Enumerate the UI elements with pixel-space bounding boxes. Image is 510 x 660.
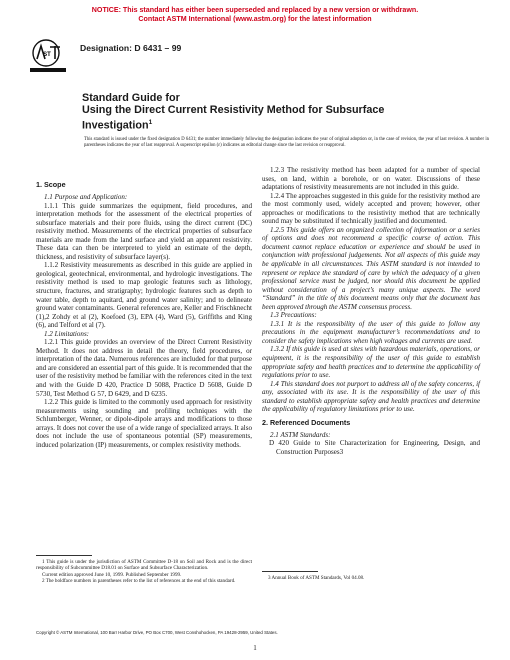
notice-line-1: NOTICE: This standard has either been superseded and replaced by a new version or withdrawn. xyxy=(91,6,419,14)
issue-note: This standard is issued under the fixed designation D 6431; the number immediately following the designation indicates the year of original adoption or, in the case of revision, the year of last revision. A number in parentheses indicates the year of last reapproval. A superscript epsilon (ε) indicates an editorial change since the last revision or reapproval. xyxy=(84,137,489,149)
left-column xyxy=(36,180,252,449)
footnote-2: 2 The boldface numbers in parentheses refer to the list of references at the end of this standard. xyxy=(42,577,236,584)
footnote-3: 3 Annual Book of ASTM Standards, Vol 04.08. xyxy=(268,575,365,581)
paragraph-1-2-4: 1.2.4 The approaches suggested in this guide for the resistivity method are the most commonly used, widely accepted and proven; however, other approaches or modifications to the resistivity method that are technically sound may be substituted if technically justified and documented. xyxy=(262,191,480,226)
section-heading-referenced-documents: 2. Referenced Documents xyxy=(262,417,351,427)
title-line-3 xyxy=(82,117,482,132)
paragraph-2-1: 2.1 ASTM Standards: xyxy=(270,430,331,439)
paragraph-1-2-2: 1.2.2 This guide is limited to the commonly used approach for resistivity measurements using sounding and profiling techniques with the Schlumberger, Wenner, or dipole-dipole arrays and modifications to those arrays. It does not cover the use of a wide range of specialized arrays. It also does not include the use of spontaneous potential (SP) measurements, induced polarization (IP) measurements, or complex resistivity methods. xyxy=(36,398,252,449)
paragraph-1-2-5: 1.2.5 This guide offers an organized collection of information or a series of options and does not recommend a specific course of action. This document cannot replace education or experience and should be used in conjunction with professional judgements. Not all aspects of this guide may be applicable in all circumstances. This ASTM standard is not intended to represent or replace the standard of care by which the adequacy of a given professional service must be judged, nor should this document be applied without consideration of a project’s many unique aspects. The word “Standard” in the title of this document means only that the document has been approved through the ASTM consensus process. xyxy=(262,225,480,311)
title-line-1: Standard Guide for xyxy=(82,92,180,104)
paragraph-1-3-2: 1.3.2 If this guide is used at sites with hazardous materials, operations, or equipment, it is the responsibility of the user of this guide to establish appropriate safety and health practices and to determine the applicability of regulations prior to use. xyxy=(262,345,480,380)
title-line-2: Using the Direct Current Resistivity Method for Subsurface xyxy=(82,104,385,117)
page-number: 1 xyxy=(253,644,257,652)
paragraph-1-3-1: 1.3.1 It is the responsibility of the user of this guide to follow any precautions in the equipment manufacturer’s recommendations and to consider the safety implications when high voltages and currents are used. xyxy=(262,319,480,345)
superseded-notice xyxy=(0,6,510,24)
paragraph-1-1-1: 1.1.1 This guide summarizes the equipment, field procedures, and interpretation methods for the assessment of the electrical properties of subsurface materials and their pore fluids, using the direct current (DC) resistivity method. Measurements of the electrical properties of subsurface materials are made from the land surface and yield an apparent resistivity. These data can then be interpreted to yield an estimate of the depth, thickness, and resistivity of subsurface layer(s). xyxy=(36,201,252,261)
document-title xyxy=(82,92,482,132)
footnote-1: 1 This guide is under the jurisdiction of ASTM Committee D-18 on Soil and Rock and is the direct responsibility of Subcommittee D18.01 on Surface and Subsurface Characterization. xyxy=(36,559,252,572)
footnote-1-approval: Current edition approved June 10, 1999. Published September 1999. xyxy=(42,571,182,578)
designation: Designation: D 6431 – 99 xyxy=(80,43,182,53)
paragraph-1-2: 1.2 Limitations: xyxy=(44,329,90,338)
title-footnote-mark: 1 xyxy=(148,118,153,126)
right-column xyxy=(262,166,480,457)
paragraph-1-1-2: 1.1.2 Resistivity measurements as described in this guide are applied in geological, geotechnical, environmental, and hydrologic investigations. The resistivity method is used to map geologic features such as lithology, structure, fractures, and stratigraphy; hydrologic features such as depth to water table, depth to aquitard, and ground water salinity; and to delineate ground water contaminants. General references are, Keller and Frischknecht (1),2 Zohdy et al (2), Koefoed (3), EPA (4), Ward (5), Griffiths and King (6), and Telford et al (7). xyxy=(36,261,252,330)
paragraph-1-4: 1.4 This standard does not purport to address all of the safety concerns, if any, associated with its use. It is the responsibility of the user of this standard to establish appropriate safety and health practices and determine the applicability of regulatory limitations prior to use. xyxy=(262,379,480,414)
notice-line-2: Contact ASTM International (www.astm.org) for the latest information xyxy=(138,15,372,23)
footnotes-right xyxy=(262,575,480,581)
svg-text:ST: ST xyxy=(43,52,51,58)
title-line-3-text: Investigation xyxy=(82,119,149,132)
paragraph-1-2-3: 1.2.3 The resistivity method has been adapted for a number of special uses, on land, within a borehole, or on water. Discussions of these adaptations of resistivity measurements are not included in this guide. xyxy=(262,166,480,192)
astm-logo-icon xyxy=(28,38,68,74)
footnote-rule-left xyxy=(36,555,92,556)
copyright-line: Copyright © ASTM International, 100 Barr Harbor Drive, PO Box C700, West Conshohocken, PA 19428-2959, United States. xyxy=(36,630,278,635)
paragraph-1-3: 1.3 Precautions: xyxy=(270,311,317,320)
paragraph-1-2-1: 1.2.1 This guide provides an overview of the Direct Current Resistivity Method. It does not address in detail the theory, field procedures, or interpretation of the data. Numerous references are included for that purpose and are considered an essential part of this guide. It is recommended that the user of the resistivity method be familiar with the references cited in the text and with the Guide D 420, Practice D 5088, Practice D 5608, Guide D 5730, Test Method G 57, D 6429, and D 6235. xyxy=(36,338,252,398)
footnote-rule-right xyxy=(262,571,318,572)
reference-d420: D 420 Guide to Site Characterization for Engineering, Design, and Construction Purposes3 xyxy=(269,439,480,456)
paragraph-1-1: 1.1 Purpose and Application: xyxy=(44,193,128,201)
section-heading-scope: 1. Scope xyxy=(36,180,66,189)
footnotes-left xyxy=(36,559,252,584)
